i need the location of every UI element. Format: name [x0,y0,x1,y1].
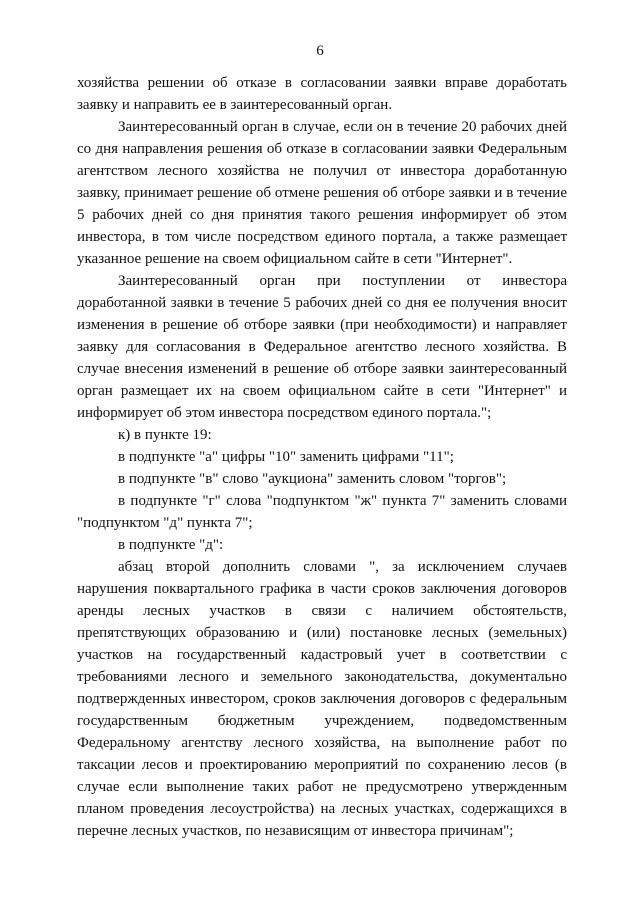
paragraph-subitem-a: в подпункте "а" цифры "10" заменить цифрами "11"; [118,449,454,465]
paragraph-subitem-g: в подпункте "г" слова "подпунктом "ж" пункта 7" заменить словами "подпунктом "д" пункта 7"; [77,493,567,531]
paragraph-subitem-d: в подпункте "д": [118,537,224,553]
paragraph-subitem-v: в подпункте "в" слово "аукциона" заменить словом "торгов"; [118,471,507,487]
paragraph-second-abzac: абзац второй дополнить словами ", за исключением случаев нарушения поквартального графика в части сроков заключения договоров аренды лесных участков в связи с наличием обстоятельств, препятствующих образованию и (или) постановке лесных (земельных) участков на государственный кадастровый учет в соответствии с требованиями лесного и земельного законодательства, документально подтвержденных инвестором, сроков заключения договоров с федеральным государственным бюджетным учреждением, подведомственным Федеральному агентству лесного хозяйства, на выполнение работ по таксации лесов и проектированию мероприятий по сохранению лесов (в случае если выполнение таких работ не предусмотрено утвержденным планом проведения лесоустройства) на лесных участках, содержащихся в перечне лесных участков, по независящим от инвестора причинам"; [77,559,567,839]
paragraph-item-k: к) в пункте 19: [118,427,212,443]
document-body [77,72,567,842]
paragraph-revised-application: Заинтересованный орган при поступлении от инвестора доработанной заявки в течение 5 рабочих дней со дня ее получения вносит изменения в решение об отборе заявки (при необходимости) и направляет заявку для согласования в Федеральное агентство лесного хозяйства. В случае внесения изменений в решение об отборе заявки заинтересованный орган размещает их на своем официальном сайте в сети "Интернет" и информирует об этом инвестора посредством единого портала."; [77,273,567,421]
paragraph-continuation: хозяйства решении об отказе в согласовании заявки вправе доработать заявку и направить ее в заинтересованный орган. [77,75,567,113]
page-number: 6 [316,43,324,59]
paragraph-refusal-cancel: Заинтересованный орган в случае, если он в течение 20 рабочих дней со дня направления решения об отказе в согласовании заявки Федеральным агентством лесного хозяйства не получил от инвестора доработанную заявку, принимает решение об отмене решения об отборе заявки и в течение 5 рабочих дней со дня принятия такого решения информирует об этом инвестора, в том числе посредством единого портала, а также размещает указанное решение на своем официальном сайте в сети "Интернет". [77,119,567,267]
